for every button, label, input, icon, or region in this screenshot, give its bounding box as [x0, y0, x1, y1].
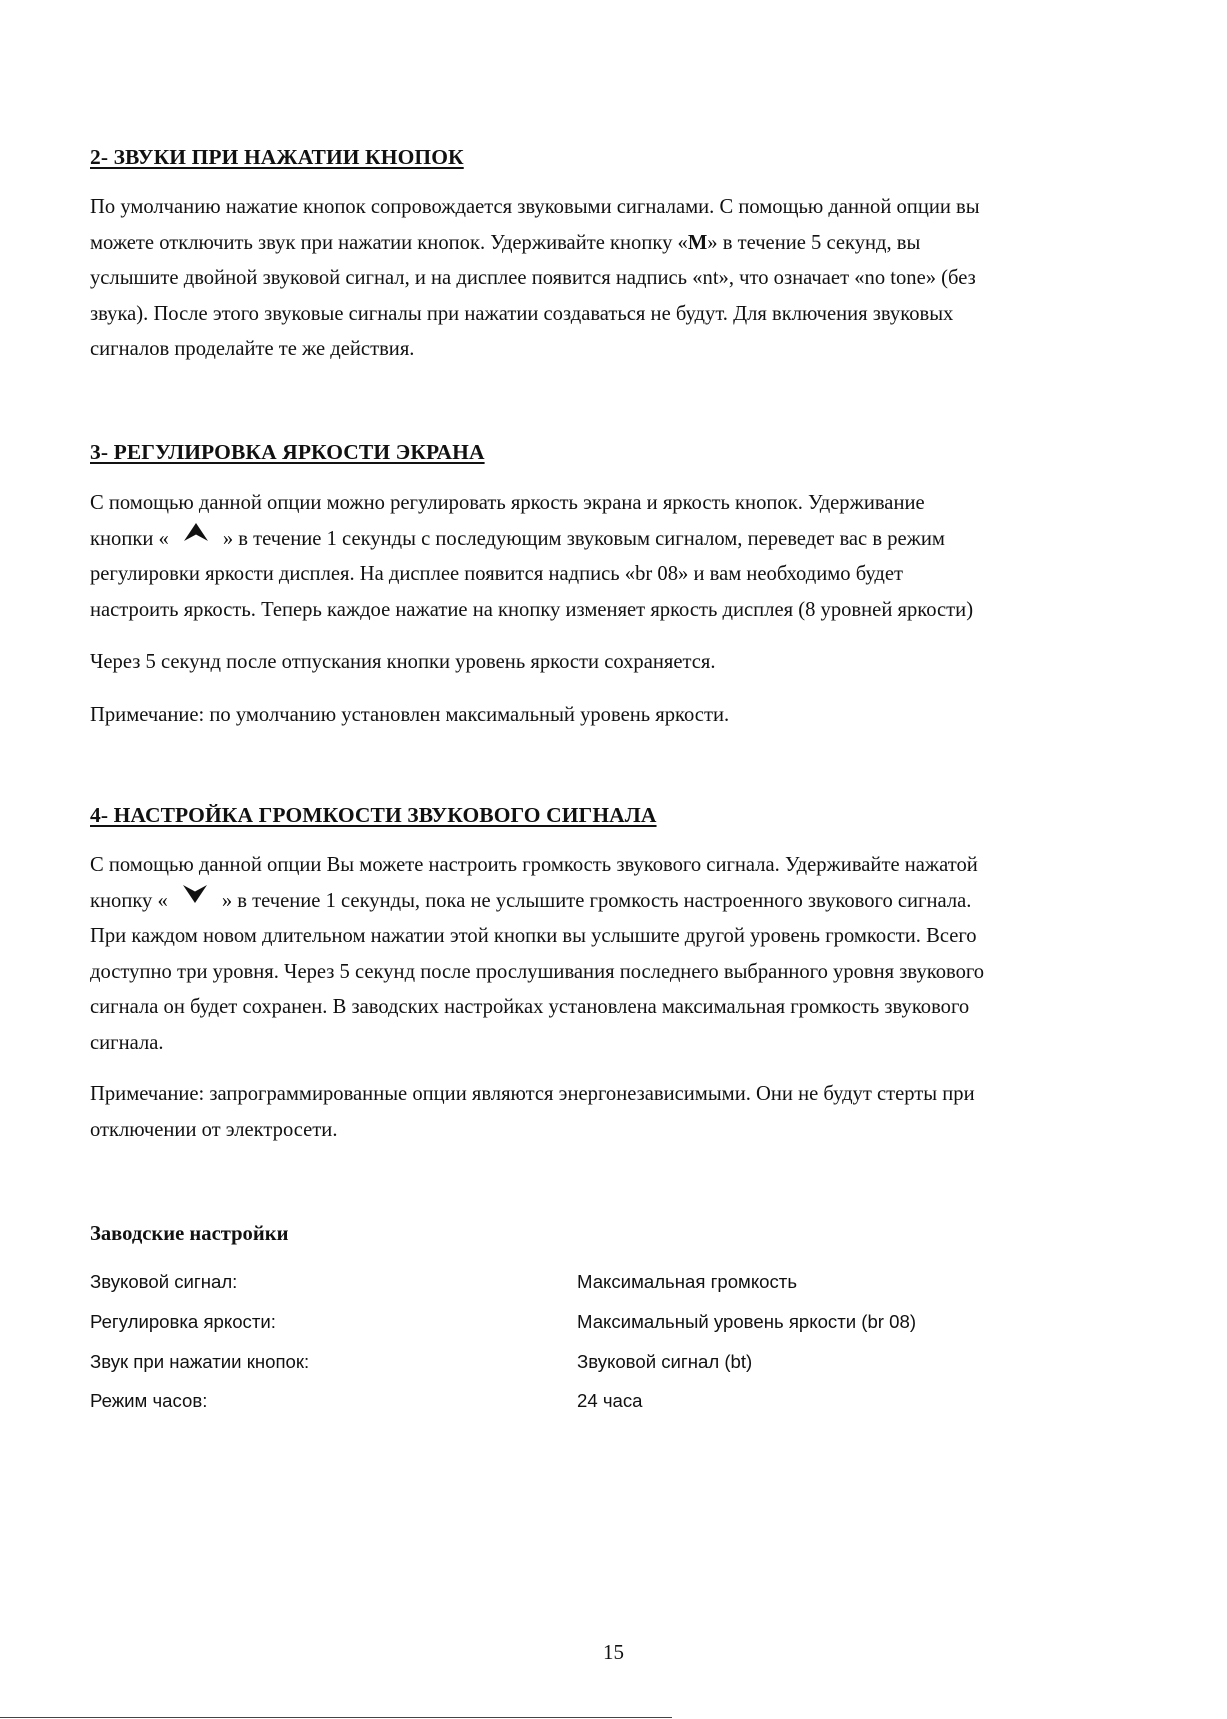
- paragraph-line: услышите двойной звуковой сигнал, и на дисплее появится надпись «nt», что означает «no tone» (без: [90, 267, 976, 289]
- setting-value: 24 часа: [577, 1390, 643, 1411]
- section-2-paragraph: [90, 190, 1150, 368]
- setting-name: Регулировка яркости:: [90, 1311, 276, 1332]
- down-arrow-icon: [182, 881, 208, 917]
- section-2-heading-block: [90, 145, 1150, 170]
- section-3-note-2: Примечание: по умолчанию установлен максимальный уровень яркости.: [90, 704, 730, 726]
- m-button-label: M: [687, 231, 708, 254]
- setting-value: Звуковой сигнал (bt): [577, 1351, 753, 1372]
- paragraph-line: Примечание: запрограммированные опции являются энергонезависимыми. Они не будут стерты при: [90, 1083, 975, 1105]
- paragraph-line: сигнала.: [90, 1031, 164, 1054]
- paragraph-line: С помощью данной опции Вы можете настроить громкость звукового сигнала. Удерживайте нажатой: [90, 854, 978, 876]
- bottom-rule: [0, 1717, 672, 1718]
- setting-name: Звуковой сигнал:: [90, 1271, 238, 1292]
- paragraph-line: можете отключить звук при нажатии кнопок. Удерживайте кнопку «M» в течение 5 секунд, вы: [90, 231, 921, 254]
- setting-value: Максимальная громкость: [577, 1271, 798, 1292]
- paragraph-line: сигнала он будет сохранен. В заводских настройках установлена максимальная громкость звукового: [90, 996, 970, 1018]
- setting-name: Режим часов:: [90, 1390, 208, 1411]
- factory-settings-row: [90, 1390, 1150, 1420]
- paragraph-line: сигналов проделайте те же действия.: [90, 338, 415, 360]
- up-arrow-icon: [183, 519, 209, 555]
- paragraph-line: настроить яркость. Теперь каждое нажатие на кнопку изменяет яркость дисплея (8 уровней яркости): [90, 598, 974, 621]
- paragraph-line: звука). После этого звуковые сигналы при нажатии создаваться не будут. Для включения звуковых: [90, 302, 954, 325]
- section-4-heading-block: [90, 803, 1150, 828]
- factory-settings-row: [90, 1271, 1150, 1301]
- section-2-title: 2- ЗВУКИ ПРИ НАЖАТИИ КНОПОК: [90, 145, 464, 169]
- paragraph-line: отключении от электросети.: [90, 1118, 338, 1141]
- paragraph-line: доступно три уровня. Через 5 секунд после прослушивания последнего выбранного уровня звукового: [90, 960, 985, 983]
- factory-settings-row: [90, 1311, 1150, 1341]
- paragraph-line: регулировки яркости дисплея. На дисплее появится надпись «br 08» и вам необходимо будет: [90, 563, 904, 585]
- factory-settings-row: [90, 1351, 1150, 1381]
- paragraph-line: При каждом новом длительном нажатии этой кнопки вы услышите другой уровень громкости. Всего: [90, 925, 977, 947]
- page-number: 15: [603, 1640, 624, 1664]
- paragraph-line: кнопку « » в течение 1 секунды, пока не услышите громкость настроенного звукового сигнала.: [90, 884, 1150, 920]
- setting-value: Максимальный уровень яркости (br 08): [577, 1311, 917, 1332]
- paragraph-line: кнопки « » в течение 1 секунды с последующим звуковым сигналом, переведет вас в режим: [90, 522, 1150, 558]
- section-4-title: 4- НАСТРОЙКА ГРОМКОСТИ ЗВУКОВОГО СИГНАЛА: [90, 803, 657, 827]
- section-4-note: [90, 1077, 1150, 1148]
- setting-name: Звук при нажатии кнопок:: [90, 1351, 310, 1372]
- section-3-title: 3- РЕГУЛИРОВКА ЯРКОСТИ ЭКРАНА: [90, 440, 485, 464]
- paragraph-line: По умолчанию нажатие кнопок сопровождается звуковыми сигналами. С помощью данной опции вы: [90, 196, 980, 218]
- section-4-paragraph: [90, 848, 1150, 1061]
- paragraph-line: С помощью данной опции можно регулировать яркость экрана и яркость кнопок. Удерживание: [90, 492, 925, 514]
- section-3-note-1: Через 5 секунд после отпускания кнопки уровень яркости сохраняется.: [90, 651, 716, 673]
- factory-settings-title: Заводские настройки: [90, 1223, 289, 1245]
- section-3-heading-block: [90, 440, 1150, 465]
- section-3-paragraph: [90, 486, 1150, 628]
